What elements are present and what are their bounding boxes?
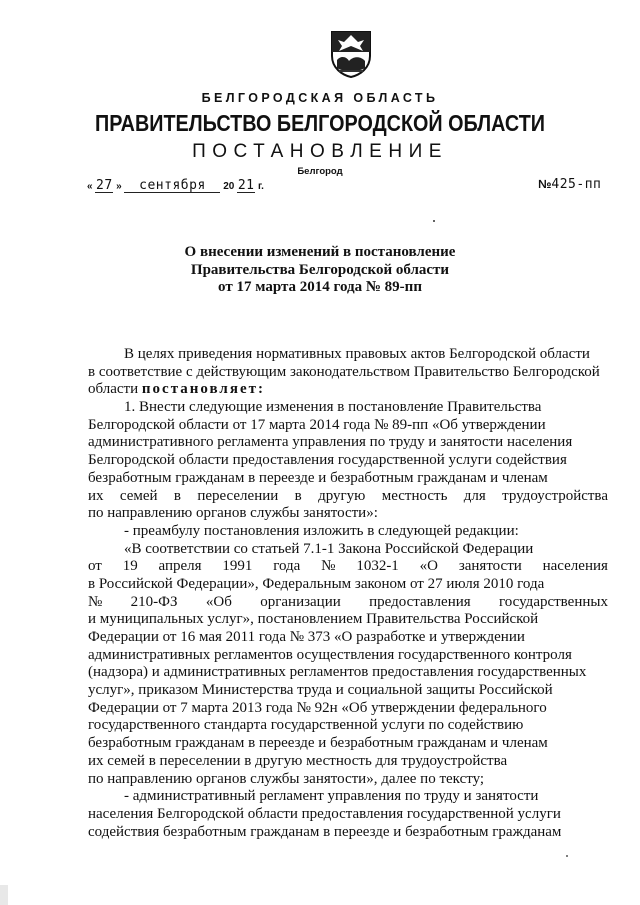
body-line-justified bbox=[88, 558, 608, 576]
date-year-prefix: 20 bbox=[223, 181, 235, 192]
date-year-suffix: 21 bbox=[237, 178, 255, 193]
body-line: В целях приведения нормативных правовых актов Белгородской области bbox=[124, 346, 590, 362]
date-open-quote: « bbox=[87, 181, 93, 192]
title-line: О внесении изменений в постановление bbox=[184, 244, 456, 260]
title-line: Правительства Белгородской области bbox=[190, 261, 450, 278]
number-sign: № bbox=[538, 177, 552, 191]
body-word: № bbox=[88, 593, 103, 610]
body-word: переселении bbox=[197, 487, 279, 504]
body-line: безработным гражданам в переезде и безработным гражданам и членам bbox=[88, 469, 548, 486]
date-year-unit: г. bbox=[257, 181, 264, 192]
body-line: Белгородской области предоставления государственной услуги содействия bbox=[88, 452, 567, 469]
body-word: в bbox=[294, 487, 302, 504]
body-line: Федерации от 7 марта 2013 года № 92н «Об утверждении федерального bbox=[88, 699, 547, 716]
document-type: ПОСТАНОВЛЕНИЕ bbox=[192, 141, 448, 162]
body-line: 1. Внести следующие изменения в постановление Правительства bbox=[124, 399, 542, 416]
body-line: государственного стандарта государственной услуги по содействию bbox=[88, 717, 524, 734]
body-word: организации bbox=[260, 593, 341, 610]
body-line: административного регламента управления по труду и занятости населения bbox=[88, 434, 573, 451]
document-date bbox=[87, 179, 264, 193]
ink-speck bbox=[566, 855, 568, 857]
body-word: 1032-1 bbox=[356, 558, 399, 575]
body-text: области bbox=[88, 381, 139, 398]
document-title bbox=[0, 244, 640, 297]
body-line: «В соответствии со статьей 7.1-1 Закона Российской Федерации bbox=[124, 540, 534, 557]
body-word: 210-ФЗ bbox=[130, 593, 178, 610]
body-word: 19 bbox=[122, 558, 138, 575]
body-word: «Об bbox=[205, 593, 232, 610]
body-line: в Российской Федерации», Федеральным законом от 27 июля 2010 года bbox=[88, 575, 545, 592]
body-line: услуг», приказом Министерства труда и социальной защиты Российской bbox=[88, 682, 553, 699]
body-word: населения bbox=[542, 558, 608, 575]
body-line: по направлению органов службы занятости»: bbox=[88, 505, 378, 522]
body-word: в bbox=[173, 487, 181, 504]
scan-edge-shadow bbox=[0, 885, 8, 905]
body-line-justified bbox=[88, 594, 608, 612]
body-line: административных регламентов осуществления государственного контроля bbox=[88, 646, 572, 663]
region-heading: БЕЛГОРОДСКАЯ ОБЛАСТЬ bbox=[201, 91, 439, 105]
body-keyword: постановляет: bbox=[141, 381, 265, 398]
body-word: трудоустройства bbox=[502, 487, 608, 504]
coat-of-arms-icon bbox=[329, 30, 373, 78]
body-word: № bbox=[321, 558, 336, 575]
body-word: их bbox=[88, 487, 104, 504]
body-word: апреля bbox=[158, 558, 202, 575]
body-word: местность bbox=[381, 487, 448, 504]
body-line: их семей в переселении в другую местность для трудоустройства bbox=[88, 752, 508, 769]
body-line: в соответствие с действующим законодательством Правительство Белгородской bbox=[88, 363, 600, 380]
government-heading: ПРАВИТЕЛЬСТВО БЕЛГОРОДСКОЙ ОБЛАСТИ bbox=[95, 110, 545, 136]
body-line: населения Белгородской области предоставления государственной услуги bbox=[88, 805, 561, 822]
date-close-quote: » bbox=[116, 181, 122, 192]
body-line: безработным гражданам в переезде и безработным гражданам и членам bbox=[88, 735, 548, 752]
document-number bbox=[538, 177, 601, 192]
body-word: для bbox=[463, 487, 486, 504]
title-line: от 17 марта 2014 года № 89-пп bbox=[218, 279, 422, 295]
date-month: сентября bbox=[124, 179, 220, 193]
body-word: «О bbox=[419, 558, 438, 575]
body-line: - преамбулу постановления изложить в следующей редакции: bbox=[124, 522, 519, 539]
body-line: Федерации от 16 мая 2011 года № 373 «О разработке и утверждении bbox=[88, 629, 525, 645]
body-word: предоставления bbox=[369, 593, 471, 610]
body-line: Белгородской области от 17 марта 2014 года № 89-пп «Об утверждении bbox=[88, 416, 546, 433]
body-line bbox=[88, 381, 608, 399]
body-word: года bbox=[273, 558, 301, 575]
date-day: 27 bbox=[96, 178, 113, 193]
body-word: занятости bbox=[458, 558, 522, 575]
body-line: - административный регламент управления по труду и занятости bbox=[124, 788, 539, 805]
ink-speck bbox=[433, 220, 435, 222]
number-value: 425-пп bbox=[551, 177, 602, 192]
body-line: и муниципальных услуг», постановлением Правительства Российской bbox=[88, 611, 539, 628]
body-word: другую bbox=[318, 487, 366, 504]
body-line: по направлению органов службы занятости», далее по тексту; bbox=[88, 770, 485, 787]
body-word: семей bbox=[119, 487, 158, 504]
body-line-justified bbox=[88, 488, 608, 506]
body-line: содействия безработным гражданам в переезде и безработным гражданам bbox=[88, 823, 562, 840]
document-body bbox=[88, 346, 608, 841]
body-word: государственных bbox=[499, 593, 608, 610]
body-word: от bbox=[88, 558, 102, 575]
city-label: Белгород bbox=[297, 166, 343, 177]
body-line: (надзора) и административных регламентов предоставления государственных bbox=[88, 664, 587, 681]
body-word: 1991 bbox=[222, 558, 253, 575]
